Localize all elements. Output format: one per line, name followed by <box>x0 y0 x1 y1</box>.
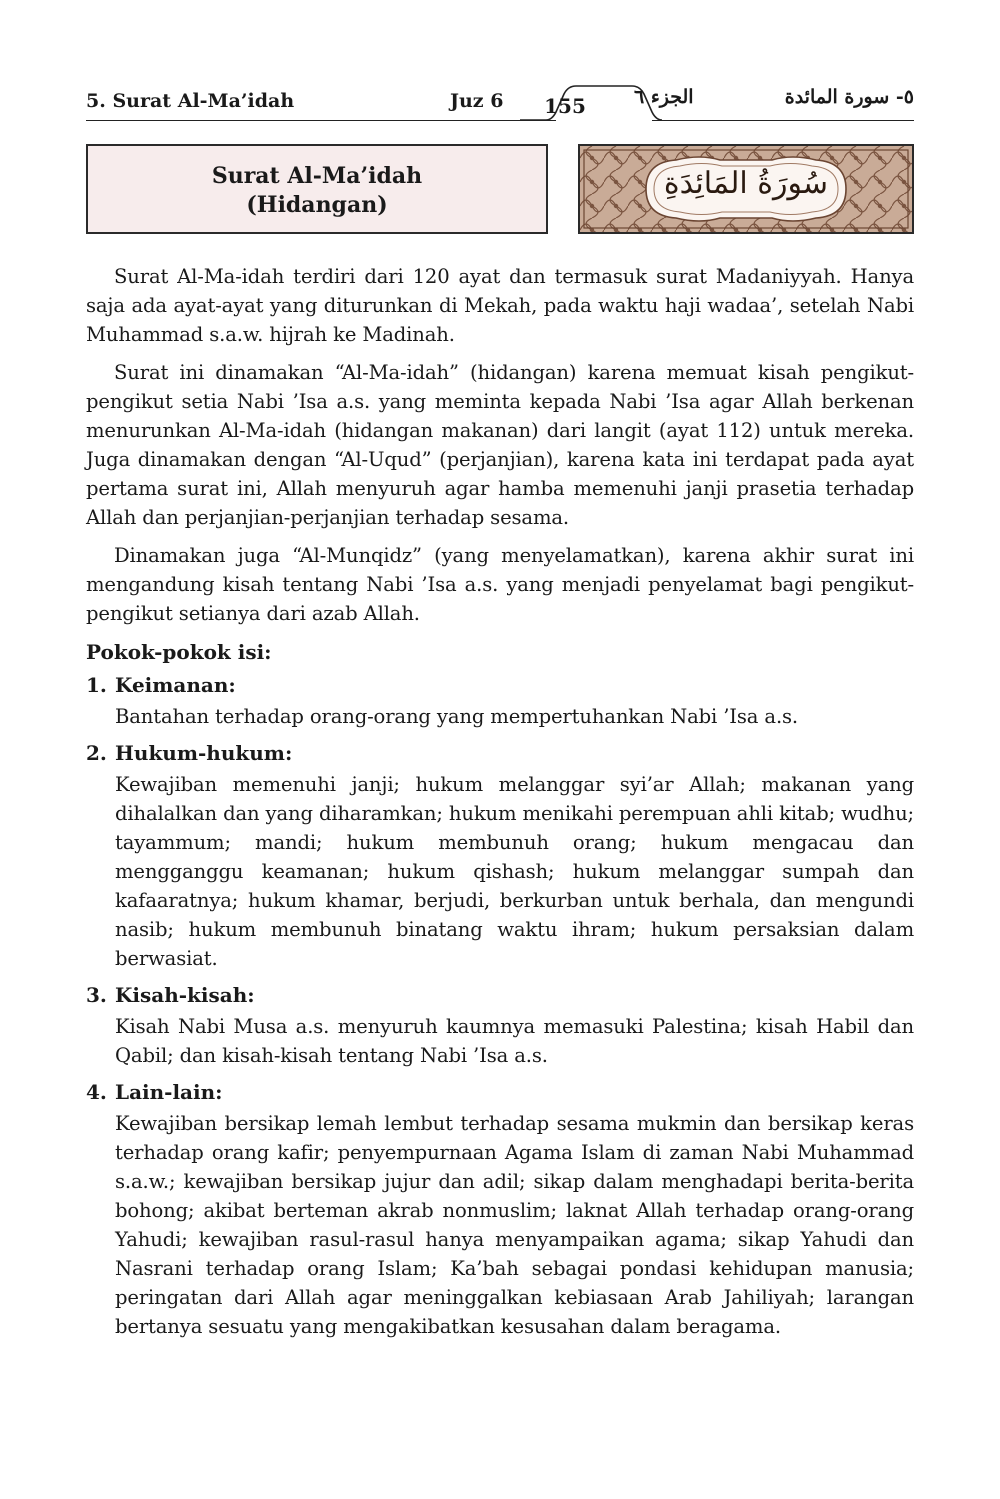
list-item <box>86 981 914 1070</box>
header-juz: Juz 6 <box>450 90 504 112</box>
item-heading: Lain-lain: <box>115 1080 223 1104</box>
item-number: 2. <box>86 741 107 765</box>
header-surah-title: 5. Surat Al-Ma’idah <box>86 90 295 112</box>
pokok-isi-heading: Pokok-pokok isi: <box>86 640 272 664</box>
item-text: Kewajiban memenuhi janji; hukum melanggar syi’ar Allah; makanan yang dihalalkan dan yang diharamkan; hukum menikahi perempuan ahli kitab; wudhu; tayammum; mandi; hukum membunuh orang; hukum mengacau dan mengganggu keamanan; hukum qishash; hukum melanggar sumpah dan kafaaratnya; hukum khamar, berjudi, berkurban untuk berhala, dan mengundi nasib; hukum membunuh binatang waktu ihram; hukum persaksian dalam berwasiat. <box>115 773 914 970</box>
list-item <box>86 739 914 973</box>
ornamental-surah-banner <box>578 144 914 234</box>
item-number: 4. <box>86 1080 107 1104</box>
intro-paragraph-3: Dinamakan juga “Al-Munqidz” (yang menyelamatkan), karena akhir surat ini mengandung kisah tentang Nabi ’Isa a.s. yang menjadi penyelamat bagi pengikut-pengikut setianya dari azab Allah. <box>86 544 914 625</box>
header-surah-arabic: ٥- سورة المائدة <box>784 86 914 108</box>
header-rule <box>86 120 914 121</box>
list-item <box>86 1078 914 1341</box>
page-number: 155 <box>544 94 586 118</box>
page-body <box>86 262 914 1349</box>
intro-paragraph-2: Surat ini dinamakan “Al-Ma-idah” (hidangan) karena memuat kisah pengikut-pengikut setia Nabi ’Isa a.s. yang meminta kepada Nabi ’Isa agar Allah berkenan menurunkan Al-Ma-idah (hidangan makanan) dari langit (ayat 112) untuk mereka. Juga dinamakan dengan “Al-Uqud” (perjanjian), karena kata ini terdapat pada ayat pertama surat ini, Allah menyuruh agar hamba memenuhi janji prasetia terhadap Allah dan perjanjian-perjanjian terhadap sesama. <box>86 361 914 529</box>
item-heading: Keimanan: <box>115 673 236 697</box>
surah-title: Surat Al-Ma’idah <box>211 163 423 189</box>
item-text: Kisah Nabi Musa a.s. menyuruh kaumnya memasuki Palestina; kisah Habil dan Qabil; dan kisah-kisah tentang Nabi ’Isa a.s. <box>115 1015 914 1067</box>
item-number: 1. <box>86 673 107 697</box>
header-juz-arabic: الجزء ٦ <box>634 86 694 108</box>
list-item <box>86 671 914 731</box>
item-number: 3. <box>86 983 107 1007</box>
item-heading: Hukum-hukum: <box>115 741 293 765</box>
item-text: Kewajiban bersikap lemah lembut terhadap sesama mukmin dan bersikap keras terhadap orang kafir; penyempurnaan Agama Islam di zaman Nabi Muhammad s.a.w.; kewajiban bersikap jujur dan adil; sikap dalam menghadapi berita-berita bohong; akibat berteman akrab nonmuslim; laknat Allah terhadap orang-orang Yahudi; kewajiban rasul-rasul hanya menyampaikan agama; sikap Yahudi dan Nasrani terhadap orang Islam; Ka’bah sebagai pondasi kehidupan manusia; peringatan dari Allah agar meninggalkan kebiasaan Arab Jahiliyah; larangan bertanya sesuatu yang mengakibatkan kesusahan dalam beragama. <box>115 1112 914 1338</box>
surah-subtitle: (Hidangan) <box>246 192 388 218</box>
surah-name-calligraphy: سُورَةُ المَائِدَةِ <box>663 166 829 201</box>
item-heading: Kisah-kisah: <box>115 983 255 1007</box>
intro-paragraph-1: Surat Al-Ma-idah terdiri dari 120 ayat dan termasuk surat Madaniyyah. Hanya saja ada ayat-ayat yang diturunkan di Mekah, pada waktu haji wadaa’, setelah Nabi Muhammad s.a.w. hijrah ke Madinah. <box>86 265 914 346</box>
page-header <box>86 82 914 126</box>
surah-title-box <box>86 144 548 234</box>
item-text: Bantahan terhadap orang-orang yang mempertuhankan Nabi ’Isa a.s. <box>115 705 799 728</box>
